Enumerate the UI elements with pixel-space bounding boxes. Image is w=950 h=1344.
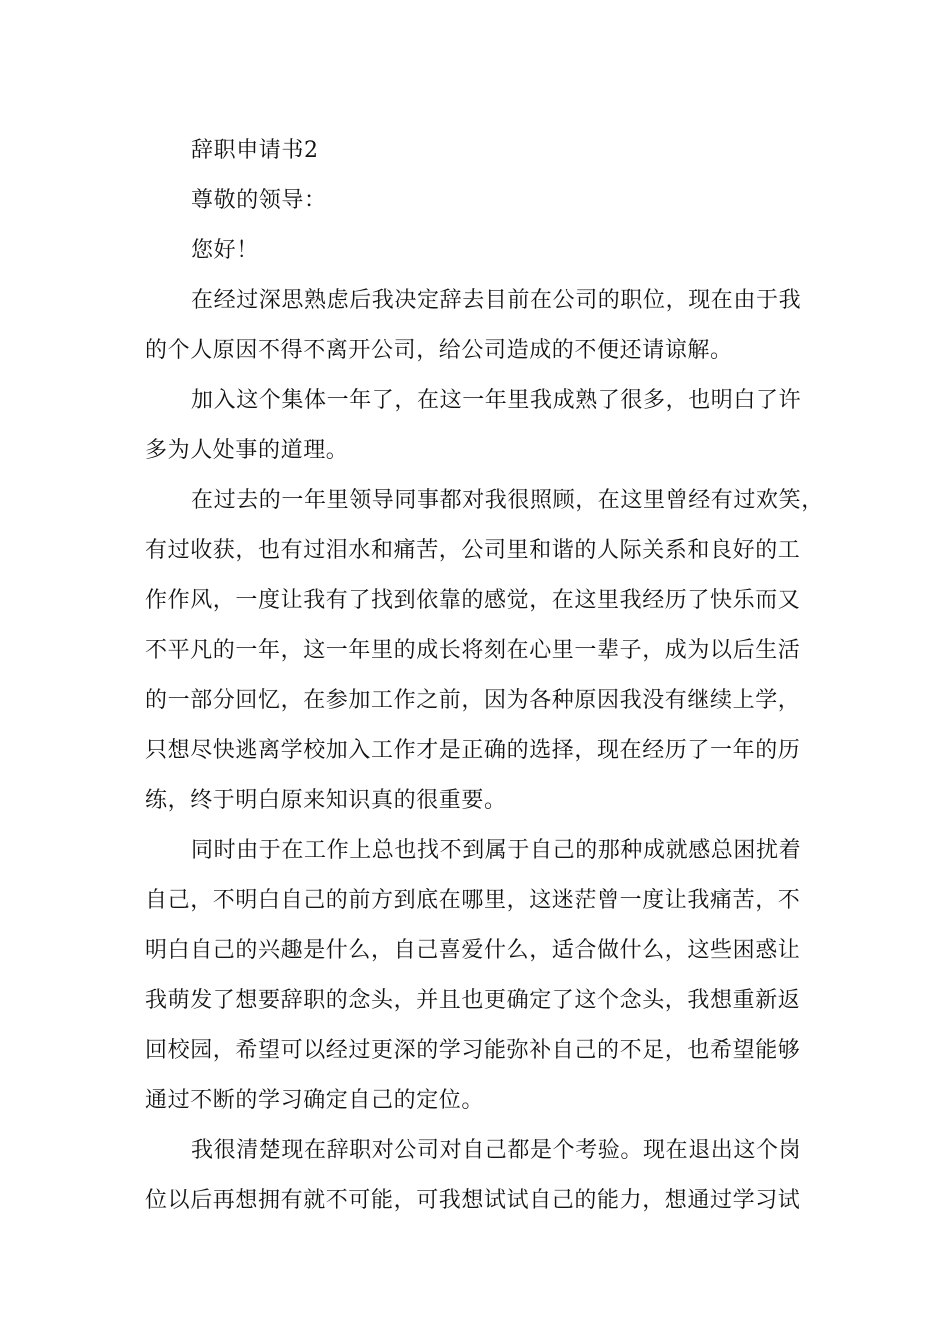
paragraph-line: 加入这个集体一年了，在这一年里我成熟了很多，也明白了许 — [191, 388, 802, 413]
paragraph-line: 位以后再想拥有就不可能，可我想试试自己的能力，想通过学习试 — [145, 1188, 801, 1213]
paragraph-2 — [145, 376, 810, 476]
paragraph-line: 我萌发了想要辞职的念头，并且也更确定了这个念头，我想重新返 — [145, 988, 801, 1013]
document-body — [145, 126, 824, 1226]
paragraph-1 — [145, 276, 810, 376]
paragraph-line: 我很清楚现在辞职对公司对自己都是个考验。现在退出这个岗 — [191, 1138, 802, 1163]
paragraph-line: 同时由于在工作上总也找不到属于自己的那种成就感总困扰着 — [191, 838, 802, 863]
salutation: 尊敬的领导： — [191, 188, 327, 213]
paragraph-4 — [145, 826, 810, 1126]
paragraph-line: 的个人原因不得不离开公司，给公司造成的不便还请谅解。 — [145, 338, 733, 363]
paragraph-line: 的一部分回忆，在参加工作之前，因为各种原因我没有继续上学， — [145, 688, 801, 713]
paragraph-line: 在经过深思熟虑后我决定辞去目前在公司的职位，现在由于我 — [191, 288, 802, 313]
greeting: 您好！ — [191, 238, 259, 263]
paragraph-line: 明白自己的兴趣是什么，自己喜爱什么，适合做什么，这些困惑让 — [145, 938, 801, 963]
paragraph-line: 多为人处事的道理。 — [145, 438, 349, 463]
paragraph-line: 只想尽快逃离学校加入工作才是正确的选择，现在经历了一年的历 — [145, 738, 801, 763]
document-title: 辞职申请书2 — [191, 138, 319, 163]
paragraph-line: 在过去的一年里领导同事都对我很照顾，在这里曾经有过欢笑， — [191, 488, 824, 513]
paragraph-line: 有过收获，也有过泪水和痛苦，公司里和谐的人际关系和良好的工 — [145, 538, 801, 563]
paragraph-line: 不平凡的一年，这一年里的成长将刻在心里一辈子，成为以后生活 — [145, 638, 801, 663]
paragraph-line: 自己，不明白自己的前方到底在哪里，这迷茫曾一度让我痛苦，不 — [145, 888, 801, 913]
paragraph-line: 作作风，一度让我有了找到依靠的感觉，在这里我经历了快乐而又 — [145, 588, 801, 613]
paragraph-line: 练，终于明白原来知识真的很重要。 — [145, 788, 507, 813]
paragraph-3 — [145, 476, 824, 826]
paragraph-5 — [145, 1126, 810, 1226]
paragraph-line: 回校园，希望可以经过更深的学习能弥补自己的不足，也希望能够 — [145, 1038, 801, 1063]
paragraph-line: 通过不断的学习确定自己的定位。 — [145, 1088, 485, 1113]
